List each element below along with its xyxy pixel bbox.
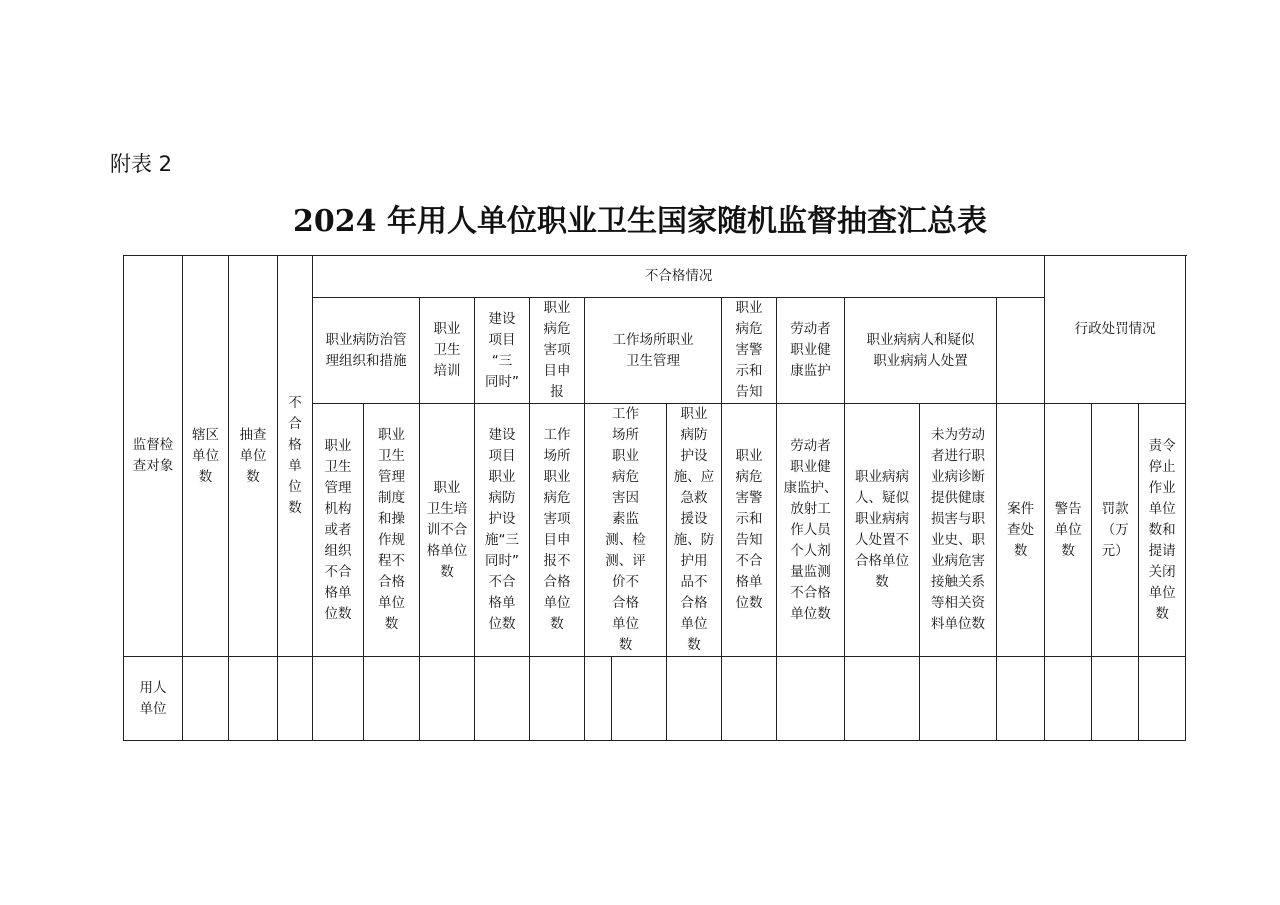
header-hazard-warning: 职业 病危 害警 示和 告知 <box>722 298 777 404</box>
data-cell[interactable] <box>845 657 920 741</box>
leaf-three-simultaneous: 建设 项目 职业 病防 护设 施“三 同时” 不合 格单 位数 <box>475 404 530 657</box>
leaf-protection-facilities: 职业 病防 护设 施、应 急救 援设 施、防 护用 品不 合格 单位 数 <box>667 404 722 657</box>
header-workplace-management: 工作场所职业 卫生管理 <box>585 298 722 404</box>
data-cell[interactable] <box>997 657 1045 741</box>
leaf-hazard-monitoring: 工作 场所 职业 病危 害因 素监 测、检 测、评 价不 合格 单位 数 <box>585 404 667 657</box>
attachment-label: 附表 2 <box>110 152 173 176</box>
header-sampled-units: 抽查 单位 数 <box>229 256 278 657</box>
data-cell[interactable] <box>313 657 364 741</box>
header-patient-handling: 职业病病人和疑似 职业病病人处置 <box>845 298 997 404</box>
data-cell[interactable] <box>530 657 585 741</box>
header-unqualified-group: 不合格情况 <box>313 256 1045 298</box>
data-cell[interactable] <box>475 657 530 741</box>
leaf-mgmt-rules: 职业 卫生 管理 制度 和操 作规 程不 合格 单位 数 <box>364 404 420 657</box>
header-three-simultaneous: 建设 项目 “三 同时” <box>475 298 530 404</box>
data-cell[interactable] <box>278 657 313 741</box>
data-cell[interactable] <box>585 657 612 741</box>
data-cell[interactable] <box>183 657 229 741</box>
leaf-fine: 罚款 （万 元） <box>1092 404 1139 657</box>
row-label-employer: 用人 单位 <box>124 657 183 741</box>
leaf-diagnosis-materials: 未为劳动 者进行职 业病诊断 提供健康 损害与职 业史、职 业病危害 接触关系 等相关资 料单位数 <box>920 404 997 657</box>
data-cell[interactable] <box>229 657 278 741</box>
data-cell[interactable] <box>420 657 475 741</box>
header-training: 职业 卫生 培训 <box>420 298 475 404</box>
header-admin-penalty-group: 行政处罚情况 <box>1045 256 1186 404</box>
leaf-hazard-warning: 职业 病危 害警 示和 告知 不合 格单 位数 <box>722 404 777 657</box>
data-cell[interactable] <box>920 657 997 741</box>
leaf-hazard-declaration: 工作 场所 职业 病危 害项 目申 报不 合格 单位 数 <box>530 404 585 657</box>
leaf-order-stop: 责令 停止 作业 单位 数和 提请 关闭 单位 数 <box>1139 404 1186 657</box>
data-cell[interactable] <box>1139 657 1186 741</box>
header-unqualified-units: 不 合 格 单 位 数 <box>278 256 313 657</box>
header-district-units: 辖区 单位 数 <box>183 256 229 657</box>
data-cell[interactable] <box>612 657 667 741</box>
leaf-training: 职业 卫生培 训不合 格单位 数 <box>420 404 475 657</box>
header-health-monitoring: 劳动者 职业健 康监护 <box>777 298 845 404</box>
data-cell[interactable] <box>1092 657 1139 741</box>
leaf-mgmt-org: 职业 卫生 管理 机构 或者 组织 不合 格单 位数 <box>313 404 364 657</box>
data-cell[interactable] <box>1045 657 1092 741</box>
header-mgmt: 职业病防治管 理组织和措施 <box>313 298 420 404</box>
header-hazard-declaration: 职业 病危 害项 目申 报 <box>530 298 585 404</box>
summary-table <box>123 255 1186 741</box>
data-cell[interactable] <box>667 657 722 741</box>
table-row <box>124 657 1186 741</box>
leaf-patient-disposal: 职业病病 人、疑似 职业病病 人处置不 合格单位 数 <box>845 404 920 657</box>
page-title: 2024 年用人单位职业卫生国家随机监督抽查汇总表 <box>293 204 987 239</box>
leaf-health-monitoring: 劳动者 职业健 康监护、 放射工 作人员 个人剂 量监测 不合格 单位数 <box>777 404 845 657</box>
leaf-cases-handled: 案件 查处 数 <box>997 404 1045 657</box>
header-supervised-object: 监督检 查对象 <box>124 256 183 657</box>
leaf-warning-units: 警告 单位 数 <box>1045 404 1092 657</box>
data-cell[interactable] <box>722 657 777 741</box>
data-cell[interactable] <box>777 657 845 741</box>
data-cell[interactable] <box>364 657 420 741</box>
